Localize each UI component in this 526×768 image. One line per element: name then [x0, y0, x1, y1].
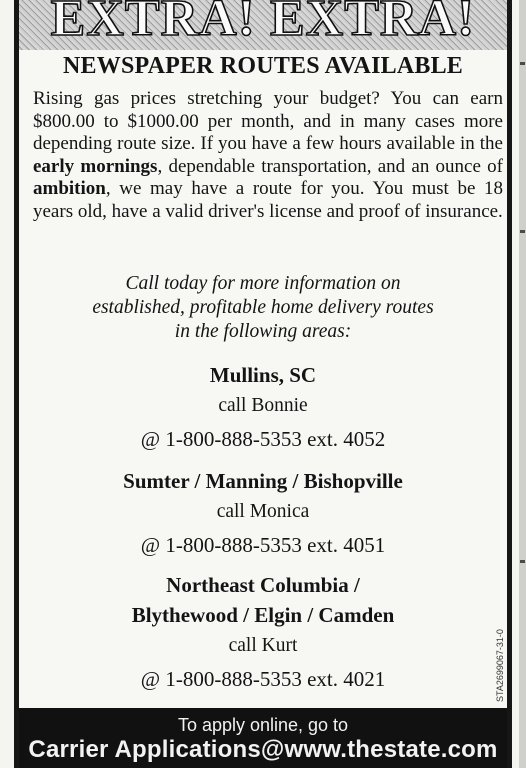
area-name: Mullins, SC: [209, 363, 317, 387]
area-name: Northeast Columbia /: [166, 573, 360, 597]
page-edge-tick: [520, 560, 525, 563]
page-edge: [519, 0, 526, 768]
intro-early-mornings: early mornings: [33, 155, 158, 177]
area-contact: call Bonnie: [218, 395, 308, 416]
area-contact: call Kurt: [228, 635, 298, 656]
area-phone[interactable]: @ 1-800-888-5353 ext. 4051: [140, 533, 386, 557]
page-edge-tick: [520, 62, 525, 65]
area-listing-columbia: [19, 570, 507, 696]
page-edge-tick: [520, 230, 525, 233]
area-phone[interactable]: @ 1-800-888-5353 ext. 4052: [140, 427, 386, 451]
cta-line: Call today for more information on: [125, 273, 401, 294]
area-name: Blythewood / Elgin / Camden: [131, 603, 395, 627]
ad-frame: [14, 0, 512, 768]
ad-subtitle: NEWSPAPER ROUTES AVAILABLE: [63, 53, 463, 79]
intro-text-1: Rising gas prices stretching your budget? You can earn $800.00 to $1000.00 per month, and in many cases more depending route size. If you have a few hours available in the: [33, 88, 503, 154]
area-contact: call Monica: [216, 501, 310, 522]
area-listing-sumter: [19, 466, 507, 562]
cta-line: established, profitable home delivery routes: [92, 297, 434, 318]
intro-paragraph: [33, 88, 503, 223]
intro-text-2: , dependable transportation, and an ounce of: [157, 155, 503, 177]
area-name: Sumter / Manning / Bishopville: [123, 469, 403, 493]
cta-line: in the following areas:: [174, 321, 352, 342]
ad-code: STA2699067-31-0: [495, 629, 505, 702]
apply-online-link[interactable]: Carrier Applications@www.thestate.com: [28, 736, 498, 763]
apply-online-banner: [19, 708, 507, 768]
area-phone[interactable]: @ 1-800-888-5353 ext. 4021: [140, 667, 386, 691]
footer-line: To apply online, go to: [177, 715, 349, 735]
area-listing-mullins: [19, 360, 507, 456]
call-to-action: [19, 272, 507, 344]
ad-title: EXTRA! EXTRA!: [50, 0, 476, 47]
ad-header: [19, 0, 507, 50]
intro-ambition: ambition: [33, 178, 106, 199]
intro-text-3: , we may have a route for you. You must be 18 years old, have a valid driver's license and proof of insurance.: [33, 178, 503, 222]
